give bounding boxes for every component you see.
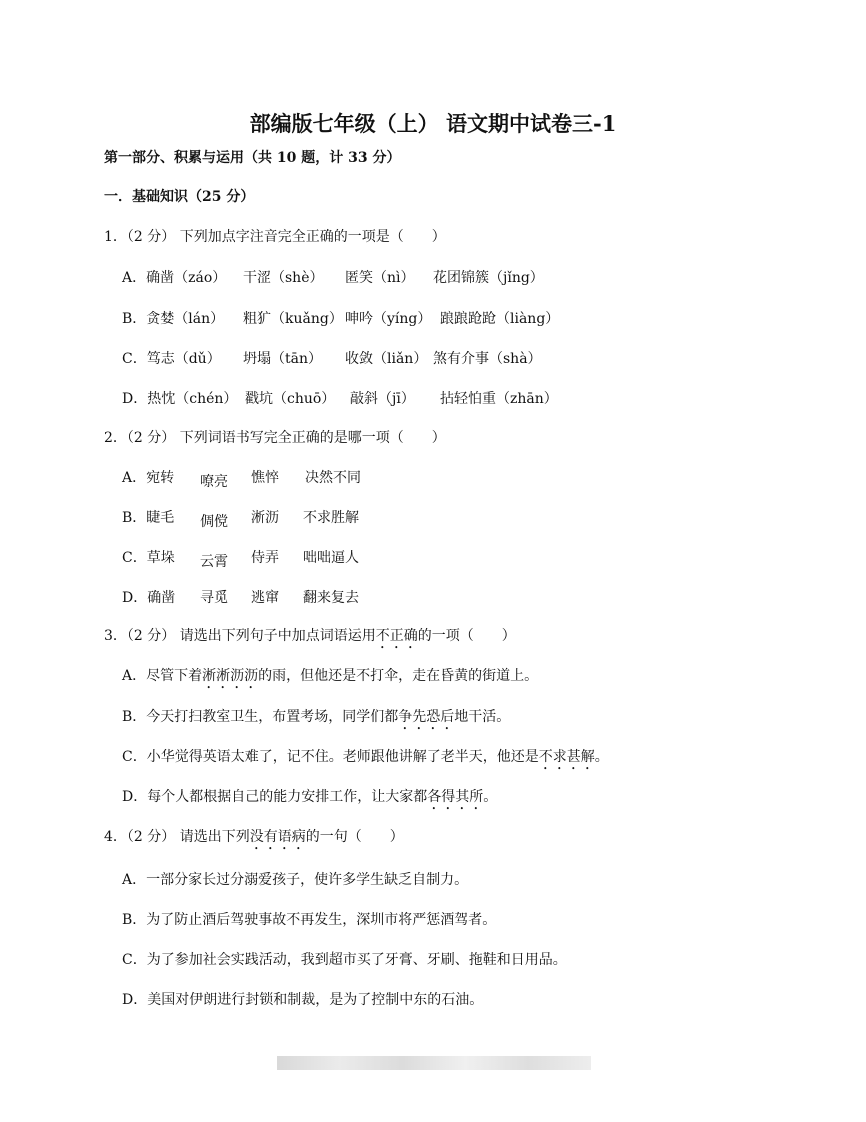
q3-option-b	[122, 707, 510, 733]
q1-option-d-1: D．热忱（chén）	[122, 391, 238, 407]
q2-option-b-1: B．睫毛	[122, 510, 175, 526]
question-4-stem	[104, 827, 404, 853]
q1-option-b-2: 粗犷（kuǎng）	[243, 311, 343, 327]
q4-option-b: B．为了防止酒后驾驶事故不再发生，深圳市将严惩酒驾者。	[122, 912, 497, 928]
q3-c-text-a: C．小华觉得英语太难了，记不住。老师跟他讲解了老半天，他还是	[122, 749, 539, 765]
q4-stem-text-a: 4．（2 分） 请选出下列	[104, 829, 250, 845]
q1-option-b-1: B．贪婪（lán）	[122, 311, 225, 327]
q1-option-c-2: 坍塌（tān）	[243, 351, 322, 367]
q2-option-d-1: D．确凿	[122, 590, 176, 606]
q4-stem-emphasis: 没有语病	[249, 829, 306, 845]
q2-option-b-3: 淅沥	[251, 510, 279, 526]
q1-option-d-3: 敲斜（jī）	[350, 391, 415, 407]
q3-a-text-b: 的雨，但他还是不打伞，走在昏黄的街道上。	[258, 668, 539, 684]
q2-option-d-4: 翻来复去	[303, 590, 359, 606]
blurred-footer-watermark	[277, 1056, 591, 1070]
q2-option-b-2: 倜傥	[200, 514, 228, 530]
q1-option-a-4: 花团锦簇（jǐng）	[433, 270, 544, 286]
q4-option-a: A．一部分家长过分溺爱孩子，使许多学生缺乏自制力。	[122, 872, 469, 888]
q4-option-d: D．美国对伊朗进行封锁和制裁，是为了控制中东的石油。	[122, 992, 484, 1008]
q1-option-c-1: C．笃志（dǔ）	[122, 351, 221, 367]
page-title: 部编版七年级（上） 语文期中试卷三-1	[249, 111, 617, 136]
q2-option-a-2: 嘹亮	[200, 474, 228, 490]
q3-d-text-b: 。	[483, 789, 498, 805]
q1-option-d-4: 拈轻怕重（zhān）	[440, 391, 558, 407]
section-heading: 一．基础知识（25 分）	[104, 189, 255, 205]
q1-option-b-4: 踉踉跄跄（liàng）	[440, 311, 560, 327]
question-1-stem: 1．（2 分） 下列加点字注音完全正确的一项是（ ）	[104, 229, 446, 245]
question-2-stem: 2．（2 分） 下列词语书写完全正确的是哪一项（ ）	[104, 430, 446, 446]
q2-option-b-4: 不求胜解	[303, 510, 359, 526]
q4-stem-text-b: 的一句（ ）	[305, 829, 404, 845]
q3-option-d	[122, 787, 497, 813]
q1-option-c-3: 收敛（liǎn）	[345, 351, 428, 367]
q3-c-emphasis: 不求甚解	[538, 749, 595, 765]
q2-option-c-1: C．草垛	[122, 550, 175, 566]
question-3-stem	[104, 626, 516, 652]
q3-b-text-a: B．今天打扫教室卫生，布置考场，同学们都	[122, 709, 399, 725]
q3-b-emphasis: 争先恐后	[398, 709, 455, 725]
part-heading: 第一部分、积累与运用（共 10 题，计 33 分）	[104, 150, 401, 166]
q2-option-a-3: 憔悴	[251, 470, 279, 486]
q2-option-c-3: 侍弄	[251, 550, 279, 566]
q2-option-c-4: 咄咄逼人	[303, 550, 359, 566]
q2-option-d-3: 逃窜	[251, 590, 279, 606]
q1-option-c-4: 煞有介事（shà）	[433, 351, 542, 367]
q3-option-a	[122, 666, 538, 692]
q3-a-text-a: A．尽管下着	[122, 668, 203, 684]
q2-option-c-2: 云霄	[200, 554, 228, 570]
q1-option-b-3: 呻吟（yíng）	[345, 311, 432, 327]
q3-a-emphasis: 淅淅沥沥	[202, 668, 259, 684]
q3-c-text-b: 。	[594, 749, 609, 765]
q3-d-text-a: D．每个人都根据自己的能力安排工作，让大家都	[122, 789, 428, 805]
q4-option-c: C．为了参加社会实践活动，我到超市买了牙膏、牙刷、拖鞋和日用品。	[122, 952, 567, 968]
q2-option-a-4: 决然不同	[305, 470, 361, 486]
q2-option-a-1: A．宛转	[122, 470, 175, 486]
q3-option-c	[122, 747, 609, 773]
q3-d-emphasis: 各得其所	[427, 789, 484, 805]
q3-stem-text-b: 的一项（ ）	[417, 628, 516, 644]
q2-option-d-2: 寻觅	[200, 590, 228, 606]
q3-b-text-b: 地干活。	[454, 709, 511, 725]
q1-option-a-1: A．确凿（záo）	[122, 270, 227, 286]
q1-option-d-2: 戳坑（chuō）	[245, 391, 336, 407]
q3-stem-emphasis: 不正确	[375, 628, 418, 644]
q1-option-a-2: 干涩（shè）	[243, 270, 324, 286]
q1-option-a-3: 匿笑（nì）	[345, 270, 415, 286]
q3-stem-text-a: 3．（2 分） 请选出下列句子中加点词语运用	[104, 628, 376, 644]
